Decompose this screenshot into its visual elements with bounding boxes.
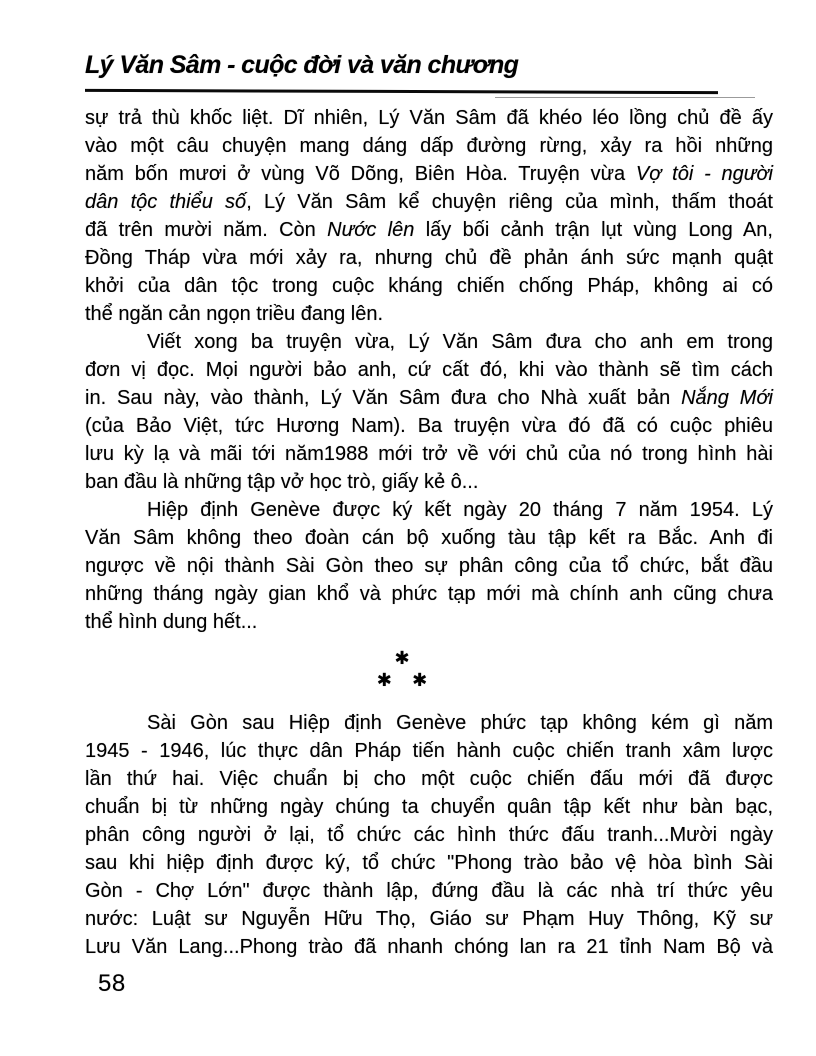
italic-title-segment: Nắng Mới	[681, 387, 773, 409]
text-segment: Hiệp định Genève được ký kết ngày 20 tháng 7 năm 1954. Lý	[147, 499, 773, 521]
header-rule	[85, 89, 718, 94]
text-segment: Đồng Tháp vừa mới xảy ra, nhưng chủ đề phản ánh sức mạnh quật	[85, 247, 773, 269]
text-segment: vào một câu chuyện mang dáng dấp đường rừng, xảy ra hồi những	[85, 135, 773, 157]
body-line	[85, 877, 773, 905]
body-line	[85, 440, 773, 468]
body-line	[85, 709, 773, 737]
body-line	[85, 328, 773, 356]
paragraph	[85, 496, 773, 636]
body-line	[85, 244, 773, 272]
text-segment: những tháng ngày gian khổ và phức tạp mới mà chính anh cũng chưa	[85, 583, 773, 605]
text-segment: (của Bảo Việt, tức Hương Nam). Ba truyện vừa đó đã có cuộc phiêu	[85, 415, 773, 437]
body-line	[85, 933, 773, 961]
text-segment: đơn vị đọc. Mọi người bảo anh, cứ cất đó, khi vào thành sẽ tìm cách	[85, 359, 773, 381]
body-line	[85, 905, 773, 933]
body-line	[85, 356, 773, 384]
page-number: 58	[98, 970, 126, 997]
header-rule-scan-echo	[495, 97, 755, 98]
body-line	[85, 552, 773, 580]
text-segment: lần thứ hai. Việc chuẩn bị cho một cuộc chiến đấu mới đã được	[85, 768, 773, 790]
text-block	[85, 104, 773, 961]
body-line	[85, 300, 773, 328]
text-segment: Viết xong ba truyện vừa, Lý Văn Sâm đưa cho anh em trong	[147, 331, 773, 353]
body-line	[85, 104, 773, 132]
text-segment: lấy bối cảnh trận lụt vùng Long An,	[414, 219, 773, 241]
text-segment: khởi của dân tộc trong cuộc kháng chiến chống Pháp, không ai có	[85, 275, 773, 297]
body-line	[85, 468, 773, 496]
italic-title-segment: Nước lên	[327, 219, 415, 241]
text-segment: năm bốn mươi ở vùng Võ Dõng, Biên Hòa. Truyện vừa	[85, 163, 636, 185]
body-line	[85, 737, 773, 765]
text-segment: ban đầu là những tập vở học trò, giấy kẻ ô...	[85, 471, 479, 493]
body-line	[85, 412, 773, 440]
text-segment: nước: Luật sư Nguyễn Hữu Thọ, Giáo sư Phạm Huy Thông, Kỹ sư	[85, 908, 773, 930]
text-segment: thể ngăn cản ngọn triều đang lên.	[85, 303, 384, 325]
body-line	[85, 132, 773, 160]
text-segment: Gòn - Chợ Lớn" được thành lập, đứng đầu là các nhà trí thức yêu	[85, 880, 773, 902]
paragraph	[85, 328, 773, 496]
body-line	[85, 580, 773, 608]
body-line	[85, 524, 773, 552]
asterisk-row: ✱	[394, 648, 410, 669]
text-segment: thể hình dung hết...	[85, 611, 258, 633]
asterisk-row: ✱ ✱	[376, 670, 428, 691]
text-segment: ngược về nội thành Sài Gòn theo sự phân công của tổ chức, bắt đầu	[85, 555, 773, 577]
text-segment: phân công người ở lại, tổ chức các hình thức đấu tranh...Mười ngày	[85, 824, 773, 846]
body-line	[85, 188, 773, 216]
text-segment: 1945 - 1946, lúc thực dân Pháp tiến hành cuộc chiến tranh xâm lược	[85, 740, 773, 762]
italic-title-segment: dân tộc thiểu số	[85, 191, 247, 213]
body-line	[85, 496, 773, 524]
body-line	[85, 765, 773, 793]
text-segment: Lưu Văn Lang...Phong trào đã nhanh chóng lan ra 21 tỉnh Nam Bộ và	[85, 936, 773, 958]
paragraph	[85, 709, 773, 961]
text-segment: đã trên mười năm. Còn	[85, 219, 328, 241]
body-line	[85, 216, 773, 244]
text-segment: sự trả thù khốc liệt. Dĩ nhiên, Lý Văn Sâm đã khéo léo lồng chủ đề ấy	[85, 107, 773, 129]
body-line	[85, 608, 773, 636]
body-line	[85, 272, 773, 300]
text-segment: sau khi hiệp định được ký, tổ chức "Phong trào bảo vệ hòa bình Sài	[85, 852, 773, 874]
running-header: Lý Văn Sâm - cuộc đời và văn chương	[85, 51, 519, 79]
body-line	[85, 160, 773, 188]
body-line	[85, 849, 773, 877]
text-segment: lưu kỳ lạ và mãi tới năm1988 mới trở về với chủ của nó trong hình hài	[85, 443, 773, 465]
text-segment: Văn Sâm không theo đoàn cán bộ xuống tàu tập kết ra Bắc. Anh đi	[85, 527, 773, 549]
body-line	[85, 384, 773, 412]
text-segment: , Lý Văn Sâm kể chuyện riêng của mình, thấm thoát	[246, 191, 773, 213]
body-line	[85, 793, 773, 821]
body-line	[85, 821, 773, 849]
italic-title-segment: Vợ tôi - người	[635, 163, 773, 185]
text-segment: in. Sau này, vào thành, Lý Văn Sâm đưa cho Nhà xuất bản	[85, 387, 682, 409]
text-segment: Sài Gòn sau Hiệp định Genève phức tạp không kém gì năm	[147, 712, 773, 734]
asterisk-separator	[85, 648, 719, 692]
paragraph	[85, 104, 773, 328]
text-segment: chuẩn bị từ những ngày chúng ta chuyển quân tập kết như bàn bạc,	[85, 796, 773, 818]
